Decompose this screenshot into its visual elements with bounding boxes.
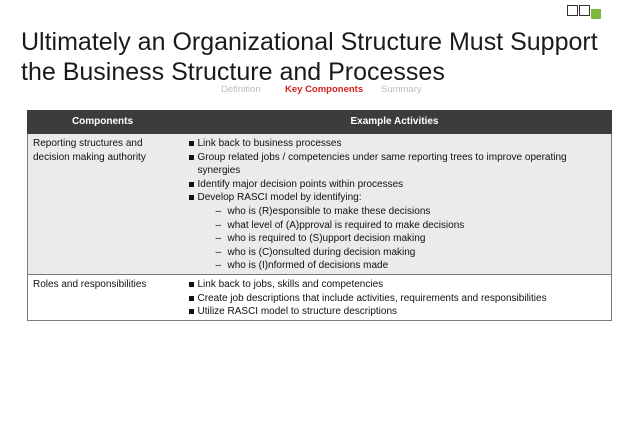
- logo-square-outline-right: [579, 5, 590, 16]
- list-item: Group related jobs / competencies under same reporting trees to improve operating synergies: [188, 151, 608, 178]
- dash-icon: –: [215, 246, 222, 258]
- dash-icon: –: [215, 260, 222, 272]
- square-bullet-icon: [189, 155, 194, 160]
- sub-list-item: – who is required to (S)upport decision making: [215, 233, 426, 245]
- table-row: [28, 134, 612, 275]
- square-bullet-icon: [189, 182, 194, 187]
- page-title: [21, 27, 611, 87]
- component-cell: Reporting structures and decision making authority: [28, 134, 178, 275]
- page-title-line1: Ultimately an Organizational Structure Must Support: [21, 28, 598, 56]
- sub-list-item: – who is (R)esponsible to make these decisions: [215, 205, 431, 217]
- dash-icon: –: [215, 205, 222, 217]
- dash-icon: –: [215, 219, 222, 231]
- logo-squares-icon: [567, 4, 603, 21]
- page-title-line2: the Business Structure and Processes: [21, 58, 445, 86]
- table-row: [28, 274, 612, 320]
- list-item: Develop RASCI model by identifying:: [188, 191, 608, 205]
- sub-list-item: – who is (C)onsulted during decision making: [215, 246, 416, 258]
- square-bullet-icon: [189, 141, 194, 146]
- dash-icon: –: [215, 233, 222, 245]
- header-components: Components: [28, 111, 178, 134]
- list-item: Identify major decision points within processes: [188, 178, 608, 192]
- activities-list: [188, 137, 608, 205]
- table-header-row: [28, 111, 612, 134]
- rasci-list: [188, 205, 608, 273]
- list-item: Link back to jobs, skills and competencies: [188, 278, 608, 292]
- list-item: Link back to business processes: [188, 137, 608, 151]
- activities-cell: [178, 274, 612, 320]
- logo-square-outline-left: [567, 5, 578, 16]
- list-item: Utilize RASCI model to structure descriptions: [188, 305, 608, 319]
- components-table: [27, 110, 612, 321]
- nav-key-components[interactable]: Key Components: [285, 84, 364, 95]
- list-item: Create job descriptions that include activities, requirements and responsibilities: [188, 292, 608, 306]
- header-example-activities: Example Activities: [178, 111, 612, 134]
- activities-cell: [178, 134, 612, 275]
- logo-square-green: [591, 9, 601, 19]
- sub-list-item: – what level of (A)pproval is required to make decisions: [215, 219, 465, 231]
- nav-definition[interactable]: Definition: [221, 84, 261, 95]
- square-bullet-icon: [189, 195, 194, 200]
- square-bullet-icon: [189, 282, 194, 287]
- nav-summary[interactable]: Summary: [381, 84, 422, 95]
- activities-list: [188, 278, 608, 319]
- sub-list-item: – who is (I)nformed of decisions made: [215, 260, 389, 272]
- square-bullet-icon: [189, 309, 194, 314]
- component-cell: Roles and responsibilities: [28, 274, 178, 320]
- square-bullet-icon: [189, 296, 194, 301]
